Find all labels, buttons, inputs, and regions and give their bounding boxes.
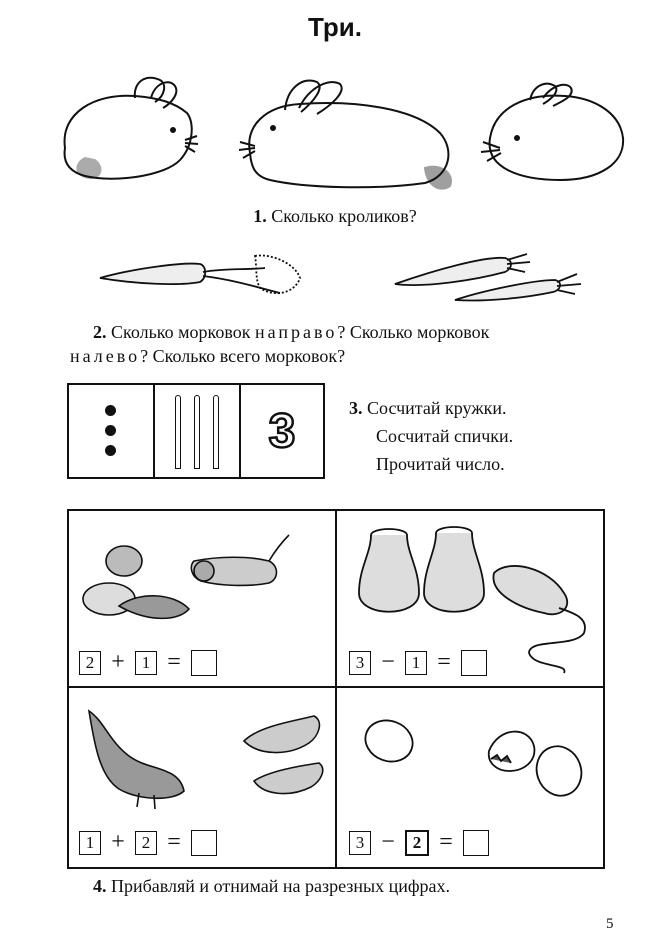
digit-box: 1 — [79, 831, 101, 855]
equation-hens — [79, 829, 217, 856]
plus-sign: + — [111, 829, 125, 855]
hens-illustration — [79, 701, 329, 811]
question-2-line-2 — [70, 346, 345, 367]
digit-box: 2 — [79, 651, 101, 675]
eggs-illustration — [359, 711, 589, 811]
rabbits-illustration — [55, 68, 635, 193]
digit-box: 3 — [349, 651, 371, 675]
matches-panel — [155, 385, 241, 477]
jug-icon — [424, 527, 484, 612]
equation-jugs — [349, 649, 487, 676]
question-3-line-1 — [349, 398, 507, 419]
match-icon — [175, 395, 181, 469]
question-3-number: 3. — [349, 398, 363, 418]
equals-sign: = — [439, 829, 453, 855]
rabbit-icon — [239, 80, 451, 188]
jug-icon — [359, 529, 419, 612]
page-number: 5 — [606, 916, 614, 932]
question-4-text: Прибавляй и отнимай на разрезных цифрах. — [111, 876, 451, 896]
cat-icon — [191, 535, 289, 585]
grid-divider-vertical — [335, 511, 337, 867]
dots-panel — [69, 385, 155, 477]
spilled-jug-icon — [493, 566, 585, 673]
equation-cats — [79, 649, 217, 676]
minus-sign: − — [381, 829, 395, 855]
question-3-line-2: Сосчитай спички. — [376, 426, 514, 446]
question-1-text: Сколько кроликов? — [271, 206, 417, 226]
minus-sign: − — [381, 649, 395, 675]
question-2-left-word: налево — [70, 346, 141, 366]
cat-icon — [83, 546, 189, 618]
egg-icon — [530, 740, 588, 802]
carrots-illustration — [95, 248, 595, 310]
equals-sign: = — [167, 649, 181, 675]
exercise-grid — [67, 509, 605, 869]
rabbit-icon — [481, 84, 623, 180]
grid-divider-horizontal — [69, 686, 603, 688]
question-2-line-1 — [93, 322, 489, 343]
question-2-number: 2. — [93, 322, 107, 342]
question-2-text-a: Сколько морковок — [111, 322, 255, 342]
question-1-number: 1. — [253, 206, 267, 226]
match-icon — [194, 395, 200, 469]
hen-icon — [244, 716, 319, 753]
hen-icon — [89, 711, 184, 809]
dot-icon — [105, 425, 116, 436]
answer-box — [191, 830, 217, 856]
dot-icon — [105, 405, 116, 416]
question-3-line-3: Прочитай число. — [376, 454, 505, 474]
egg-icon — [360, 714, 419, 768]
plus-sign: + — [111, 649, 125, 675]
digit-box: 2 — [135, 831, 157, 855]
number-panel — [241, 385, 323, 477]
equals-sign: = — [167, 829, 181, 855]
broken-egg-icon — [489, 732, 535, 771]
page-title: Три. — [308, 12, 362, 42]
digit-box: 1 — [135, 651, 157, 675]
answer-box — [191, 650, 217, 676]
question-4 — [93, 876, 450, 897]
digit-box: 2 — [405, 830, 429, 856]
question-1 — [0, 206, 670, 227]
question-2-right-word: направо — [254, 322, 338, 342]
equals-sign: = — [437, 649, 451, 675]
question-2-text-c: ? Сколько всего морковок? — [140, 346, 346, 366]
carrot-icon — [100, 255, 300, 293]
question-4-number: 4. — [93, 876, 107, 896]
answer-box — [463, 830, 489, 856]
counting-card — [67, 383, 325, 479]
rabbit-icon — [65, 78, 198, 179]
carrot-icon — [395, 254, 581, 301]
cats-illustration — [79, 531, 319, 631]
card-number: 3 — [268, 404, 296, 458]
question-2-text-b: ? Сколько морковок — [337, 322, 490, 342]
match-icon — [213, 395, 219, 469]
digit-box: 1 — [405, 651, 427, 675]
digit-box: 3 — [349, 831, 371, 855]
dot-icon — [105, 445, 116, 456]
hen-icon — [254, 763, 323, 794]
question-3-text-1: Сосчитай кружки. — [367, 398, 507, 418]
answer-box — [461, 650, 487, 676]
equation-eggs — [349, 829, 489, 856]
